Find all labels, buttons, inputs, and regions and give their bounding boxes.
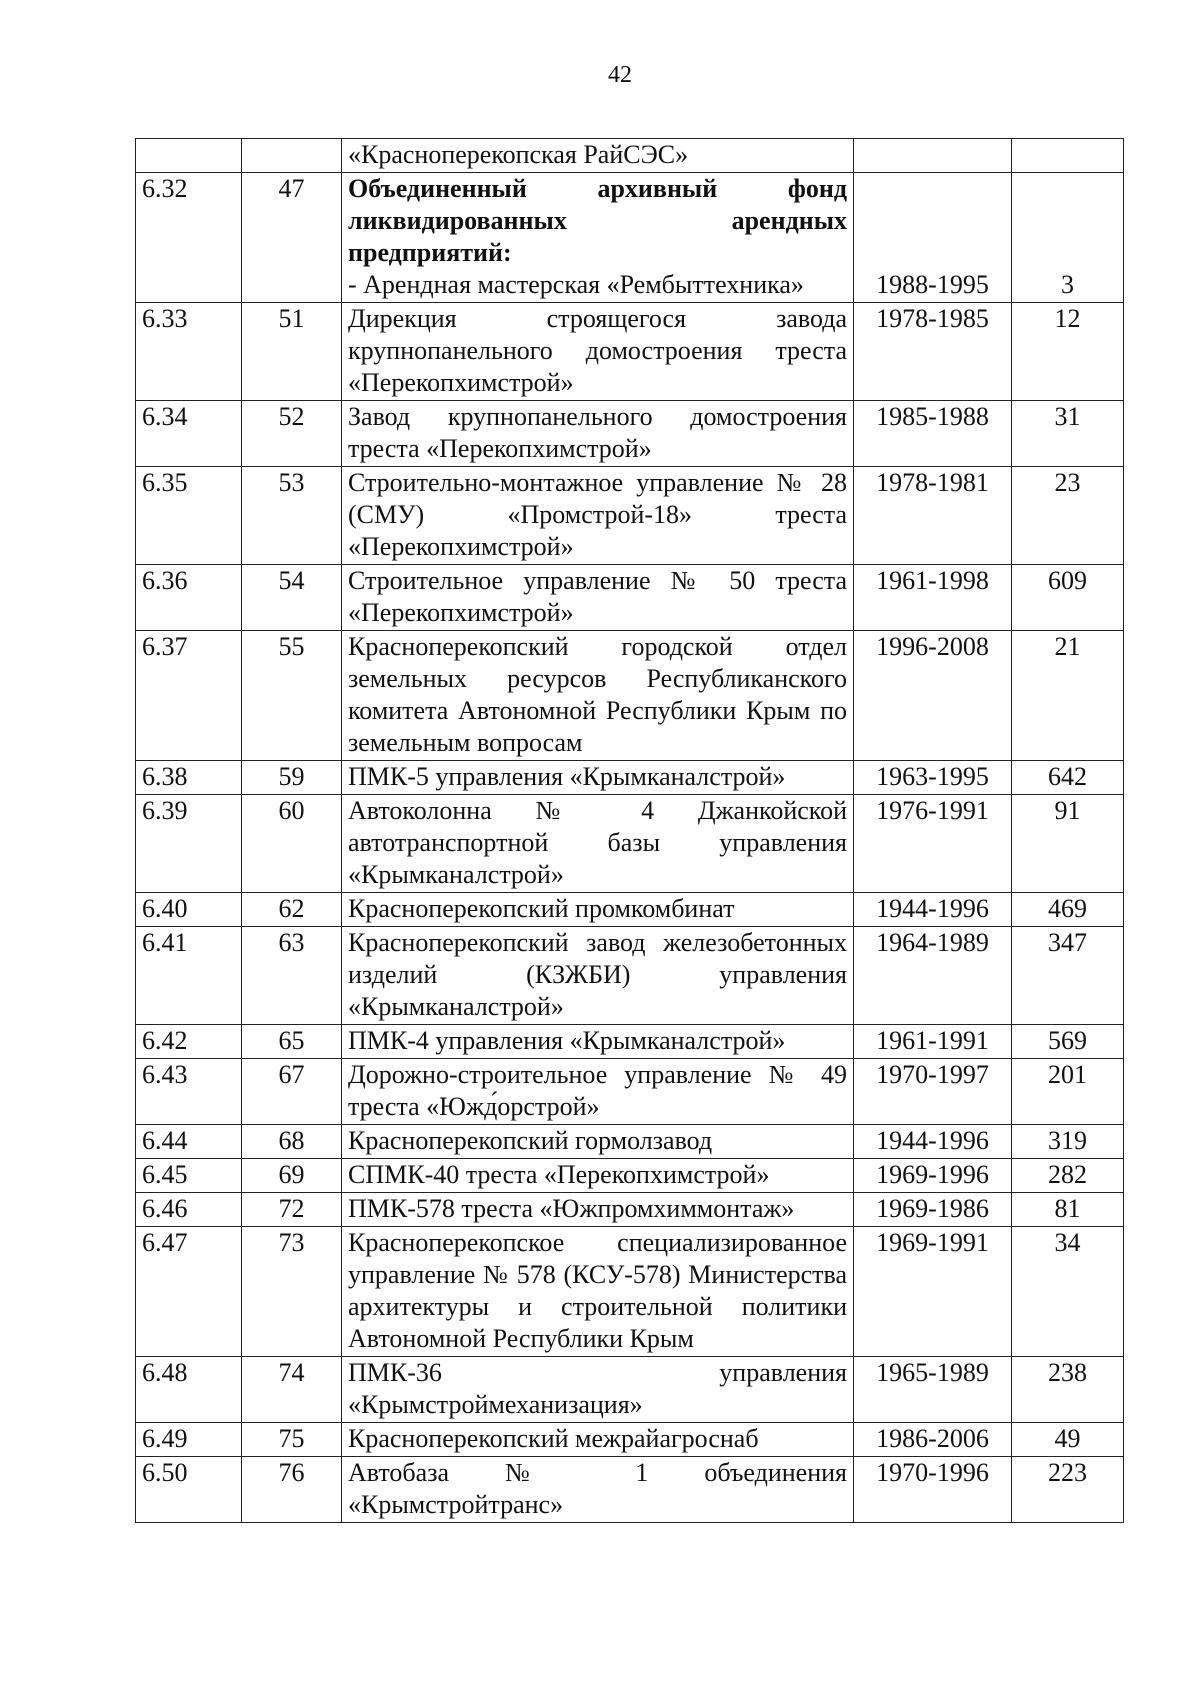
cell-index: 6.40 xyxy=(136,893,242,927)
table-row xyxy=(136,761,1124,795)
cell-fund-number: 67 xyxy=(242,1059,342,1125)
cell-years: 1964-1989 xyxy=(854,927,1012,1025)
cell-years: 1970-1996 xyxy=(854,1457,1012,1523)
cell-years: 1978-1981 xyxy=(854,467,1012,565)
cell-count: 347 xyxy=(1012,927,1124,1025)
cell-fund-number: 62 xyxy=(242,893,342,927)
cell-count: 91 xyxy=(1012,795,1124,893)
cell-years: 1969-1991 xyxy=(854,1227,1012,1357)
cell-index: 6.34 xyxy=(136,401,242,467)
archive-fund-table xyxy=(135,138,1124,1523)
cell-index: 6.47 xyxy=(136,1227,242,1357)
cell-count: 642 xyxy=(1012,761,1124,795)
cell-years: 1969-1996 xyxy=(854,1159,1012,1193)
cell-fund-number: 52 xyxy=(242,401,342,467)
cell-fund-number xyxy=(242,139,342,173)
cell-fund-name: Автобаза № 1 объединения «Крымстройтранс» xyxy=(342,1457,854,1523)
cell-fund-name: Красноперекопский городской отдел земельных ресурсов Республиканского комитета Автономной Республики Крым по земельным вопросам xyxy=(342,631,854,761)
table-row xyxy=(136,401,1124,467)
cell-fund-number: 53 xyxy=(242,467,342,565)
cell-count: 49 xyxy=(1012,1423,1124,1457)
cell-index: 6.48 xyxy=(136,1357,242,1423)
cell-years: 1986-2006 xyxy=(854,1423,1012,1457)
cell-years: 1961-1991 xyxy=(854,1025,1012,1059)
cell-fund-name: Строительное управление № 50 треста «Перекопхимстрой» xyxy=(342,565,854,631)
cell-fund-number: 72 xyxy=(242,1193,342,1227)
cell-fund-number: 76 xyxy=(242,1457,342,1523)
cell-fund-name: Красноперекопский промкомбинат xyxy=(342,893,854,927)
cell-count: 12 xyxy=(1012,303,1124,401)
cell-years: 1969-1986 xyxy=(854,1193,1012,1227)
cell-count: 34 xyxy=(1012,1227,1124,1357)
cell-fund-number: 55 xyxy=(242,631,342,761)
cell-count: 282 xyxy=(1012,1159,1124,1193)
cell-fund-name: Дирекция строящегося завода крупнопанельного домостроения треста «Перекопхимстрой» xyxy=(342,303,854,401)
cell-fund-number: 73 xyxy=(242,1227,342,1357)
table-row-continuation xyxy=(136,139,1124,173)
cell-index: 6.39 xyxy=(136,795,242,893)
cell-index: 6.49 xyxy=(136,1423,242,1457)
table-row xyxy=(136,795,1124,893)
table-row xyxy=(136,893,1124,927)
cell-count: 31 xyxy=(1012,401,1124,467)
cell-years: 1970-1997 xyxy=(854,1059,1012,1125)
cell-fund-name: Красноперекопский завод железобетонных изделий (КЗЖБИ) управления «Крымканалстрой» xyxy=(342,927,854,1025)
cell-years: 1963-1995 xyxy=(854,761,1012,795)
cell-fund-number: 60 xyxy=(242,795,342,893)
cell-count: 23 xyxy=(1012,467,1124,565)
table-row xyxy=(136,1059,1124,1125)
cell-fund-name: Дорожно-строительное управление № 49 треста «Южд́орстрой» xyxy=(342,1059,854,1125)
table-row xyxy=(136,1227,1124,1357)
cell-fund-name: «Красноперекопская РайСЭС» xyxy=(342,139,854,173)
cell-years: 1944-1996 xyxy=(854,893,1012,927)
cell-count: 21 xyxy=(1012,631,1124,761)
cell-index: 6.37 xyxy=(136,631,242,761)
cell-count: 238 xyxy=(1012,1357,1124,1423)
cell-fund-name: Строительно-монтажное управление № 28 (СМУ) «Промстрой-18» треста «Перекопхимстрой» xyxy=(342,467,854,565)
cell-index: 6.44 xyxy=(136,1125,242,1159)
cell-fund-number: 47 xyxy=(242,173,342,303)
cell-fund-number: 69 xyxy=(242,1159,342,1193)
page-number: 42 xyxy=(608,62,632,88)
cell-count xyxy=(1012,139,1124,173)
cell-index: 6.45 xyxy=(136,1159,242,1193)
table-row xyxy=(136,631,1124,761)
cell-years: 1944-1996 xyxy=(854,1125,1012,1159)
table-row xyxy=(136,1193,1124,1227)
cell-count: 469 xyxy=(1012,893,1124,927)
cell-fund-number: 74 xyxy=(242,1357,342,1423)
cell-years: 1996-2008 xyxy=(854,631,1012,761)
cell-count: 609 xyxy=(1012,565,1124,631)
fund-name-text: - Арендная мастерская «Рембыттехника» xyxy=(348,270,804,299)
cell-years: 1978-1985 xyxy=(854,303,1012,401)
cell-fund-number: 51 xyxy=(242,303,342,401)
cell-years: 1965-1989 xyxy=(854,1357,1012,1423)
cell-years: 1988-1995 xyxy=(854,173,1012,303)
table-row xyxy=(136,467,1124,565)
cell-count: 319 xyxy=(1012,1125,1124,1159)
cell-index: 6.38 xyxy=(136,761,242,795)
cell-fund-number: 68 xyxy=(242,1125,342,1159)
table-row xyxy=(136,303,1124,401)
cell-years: 1976-1991 xyxy=(854,795,1012,893)
cell-index: 6.41 xyxy=(136,927,242,1025)
cell-index xyxy=(136,139,242,173)
cell-index: 6.32 xyxy=(136,173,242,303)
table-row xyxy=(136,1357,1124,1423)
cell-index: 6.43 xyxy=(136,1059,242,1125)
cell-index: 6.46 xyxy=(136,1193,242,1227)
cell-fund-name: Красноперекопский межрайагроснаб xyxy=(342,1423,854,1457)
cell-fund-number: 75 xyxy=(242,1423,342,1457)
cell-count: 81 xyxy=(1012,1193,1124,1227)
cell-fund-name xyxy=(342,173,854,303)
table-row xyxy=(136,1159,1124,1193)
cell-fund-number: 63 xyxy=(242,927,342,1025)
cell-years xyxy=(854,139,1012,173)
cell-index: 6.50 xyxy=(136,1457,242,1523)
table-row xyxy=(136,565,1124,631)
cell-index: 6.42 xyxy=(136,1025,242,1059)
cell-fund-name: СПМК-40 треста «Перекопхимстрой» xyxy=(342,1159,854,1193)
table-body xyxy=(136,139,1124,1523)
cell-count: 201 xyxy=(1012,1059,1124,1125)
cell-fund-name: ПМК-4 управления «Крымканалстрой» xyxy=(342,1025,854,1059)
table-row xyxy=(136,1025,1124,1059)
cell-count: 223 xyxy=(1012,1457,1124,1523)
cell-index: 6.35 xyxy=(136,467,242,565)
cell-fund-name: ПМК-578 треста «Южпромхиммонтаж» xyxy=(342,1193,854,1227)
cell-fund-name: Красноперекопское специализированное управление № 578 (КСУ-578) Министерства архитектуры и строительной политики Автономной Республики Крым xyxy=(342,1227,854,1357)
cell-years: 1985-1988 xyxy=(854,401,1012,467)
cell-years: 1961-1998 xyxy=(854,565,1012,631)
table-row xyxy=(136,927,1124,1025)
table-row xyxy=(136,1423,1124,1457)
table-row xyxy=(136,173,1124,303)
cell-fund-name: Автоколонна № 4 Джанкойской автотранспортной базы управления «Крымканалстрой» xyxy=(342,795,854,893)
cell-fund-number: 59 xyxy=(242,761,342,795)
cell-count: 3 xyxy=(1012,173,1124,303)
fund-group-title: Объединенный архивный фонд ликвидированных арендных предприятий: xyxy=(348,174,847,267)
cell-fund-number: 54 xyxy=(242,565,342,631)
cell-index: 6.33 xyxy=(136,303,242,401)
cell-fund-name: ПМК-5 управления «Крымканалстрой» xyxy=(342,761,854,795)
cell-fund-number: 65 xyxy=(242,1025,342,1059)
table-row xyxy=(136,1125,1124,1159)
cell-fund-name: Красноперекопский гормолзавод xyxy=(342,1125,854,1159)
cell-count: 569 xyxy=(1012,1025,1124,1059)
cell-index: 6.36 xyxy=(136,565,242,631)
cell-fund-name: ПМК-36 управления «Крымстроймеханизация» xyxy=(342,1357,854,1423)
table-row xyxy=(136,1457,1124,1523)
cell-fund-name: Завод крупнопанельного домостроения треста «Перекопхимстрой» xyxy=(342,401,854,467)
